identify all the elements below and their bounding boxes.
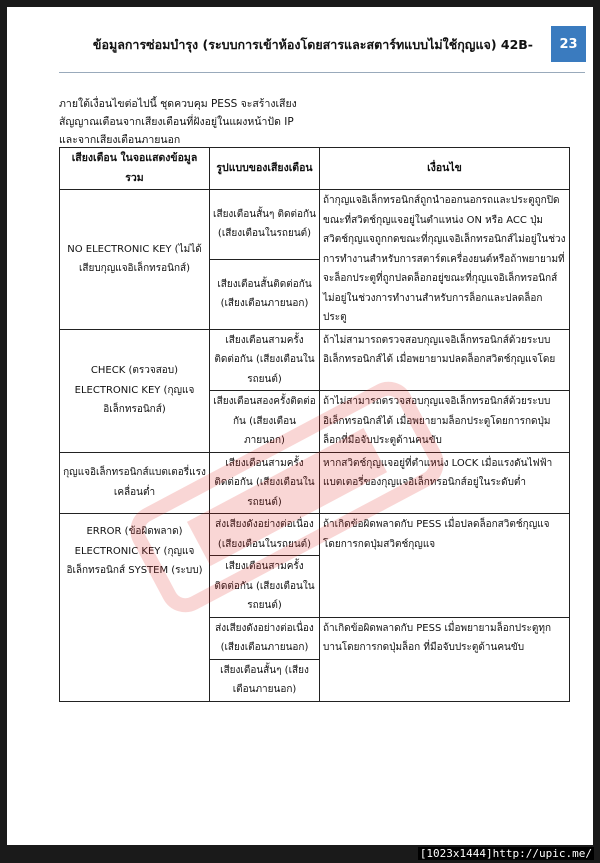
intro-paragraph: [59, 95, 319, 149]
table-row: [60, 329, 570, 391]
condition-cell: ถ้าไม่สามารถตรวจสอบกุญแจอิเล็กทรอนิกส์ด้วยระบบอิเล็กทรอนิกส์ได้ เมื่อพยายามล็อกประตูโดยการกดปุ่มล็อกที่มือจับประตูด้านคนขับ: [320, 391, 570, 453]
header-condition: เงื่อนไข: [320, 148, 570, 190]
condition-cell: ถ้าเกิดข้อผิดพลาดกับ PESS เมื่อพยายามล็อกประตูทุกบานโดยการกดปุ่มล็อก ที่มือจับประตูด้านคนขับ: [320, 617, 570, 701]
sound-cell: เสียงเตือนสั้นๆ (เสียงเตือนภายนอก): [210, 659, 320, 701]
intro-line: ภายใต้เงื่อนไขต่อไปนี้ ชุดควบคุม PESS จะสร้างเสียง: [59, 98, 297, 110]
message-cell: กุญแจอิเล็กทรอนิกส์แบตเตอรี่แรงเคลื่อนต่ำ: [60, 452, 210, 514]
intro-line: และจากเสียงเตือนภายนอก: [59, 134, 181, 146]
sound-cell: เสียงเตือนสั้นๆ ติดต่อกัน (เสียงเตือนในรถยนต์): [210, 190, 320, 260]
page-number-badge: 23: [551, 26, 586, 62]
header-divider: [59, 72, 585, 73]
warning-table: [59, 147, 570, 702]
condition-cell: ถ้ากุญแจอิเล็กทรอนิกส์ถูกนำออกนอกรถและประตูถูกปิดขณะที่สวิตช์กุญแจอยู่ในตำแหน่ง ON หรือ ACC ปุ่มสวิตช์กุญแจถูกกดขณะที่กุญแจอิเล็กทรอนิกส์ไม่อยู่ในช่วงการทำงานสำหรับการสตาร์ตเครื่องยนต์หรือถ้าพยายามที่จะล็อกประตูที่ถูกปลดล็อกอยู่ขณะที่กุญแจอิเล็กทรอนิกส์ไม่อยู่ในช่วงการทำงานสำหรับการล็อกและปลดล็อกประตู: [320, 190, 570, 330]
sound-cell: เสียงเตือนสามครั้งติดต่อกัน (เสียงเตือนในรถยนต์): [210, 452, 320, 514]
page-header: [7, 7, 593, 67]
document-page: [7, 7, 593, 845]
table-row: [60, 190, 570, 260]
sound-cell: ส่งเสียงดังอย่างต่อเนื่อง (เสียงเตือนภายนอก): [210, 617, 320, 659]
table-header-row: [60, 148, 570, 190]
sound-cell: เสียงเตือนสามครั้งติดต่อกัน (เสียงเตือนในรถยนต์): [210, 556, 320, 618]
condition-cell: ถ้าไม่สามารถตรวจสอบกุญแจอิเล็กทรอนิกส์ด้วยระบบอิเล็กทรอนิกส์ได้ เมื่อพยายามปลดล็อกสวิตช์กุญแจโดย: [320, 329, 570, 391]
message-cell: CHECK (ตรวจสอบ) ELECTRONIC KEY (กุญแจอิเล็กทรอนิกส์): [60, 329, 210, 452]
image-size-footer: [1023x1444]http://upic.me/: [419, 847, 592, 860]
intro-line: สัญญาณเตือนจากเสียงเตือนที่ฝังอยู่ในแผงหน้าปัด IP: [59, 116, 294, 128]
page-title: ข้อมูลการซ่อมบำรุง (ระบบการเข้าห้องโดยสารและสตาร์ทแบบไม่ใช้กุญแจ) 42B-: [92, 37, 533, 52]
message-cell: ERROR (ข้อผิดพลาด) ELECTRONIC KEY (กุญแจอิเล็กทรอนิกส์ SYSTEM (ระบบ): [60, 514, 210, 702]
message-cell: NO ELECTRONIC KEY (ไม่ได้เสียบกุญแจอิเล็กทรอนิกส์): [60, 190, 210, 330]
header-message: เสียงเตือน ในจอแสดงข้อมูลรวม: [60, 148, 210, 190]
sound-cell: เสียงเตือนสามครั้งติดต่อกัน (เสียงเตือนในรถยนต์): [210, 329, 320, 391]
table-row: [60, 452, 570, 514]
header-sound: รูปแบบของเสียงเตือน: [210, 148, 320, 190]
condition-cell: หากสวิตช์กุญแจอยู่ที่ตำแหน่ง LOCK เมื่อแรงดันไฟฟ้า แบตเตอรี่ของกุญแจอิเล็กทรอนิกส์อยู่ในระดับต่ำ: [320, 452, 570, 514]
sound-cell: เสียงเตือนสั้นติดต่อกัน (เสียงเตือนภายนอก): [210, 259, 320, 329]
sound-cell: ส่งเสียงดังอย่างต่อเนื่อง (เสียงเตือนในรถยนต์): [210, 514, 320, 556]
table-row: [60, 514, 570, 556]
condition-cell: ถ้าเกิดข้อผิดพลาดกับ PESS เมื่อปลดล็อกสวิตช์กุญแจ โดยการกดปุ่มสวิตช์กุญแจ: [320, 514, 570, 618]
sound-cell: เสียงเตือนสองครั้งติดต่อกัน (เสียงเตือนภายนอก): [210, 391, 320, 453]
